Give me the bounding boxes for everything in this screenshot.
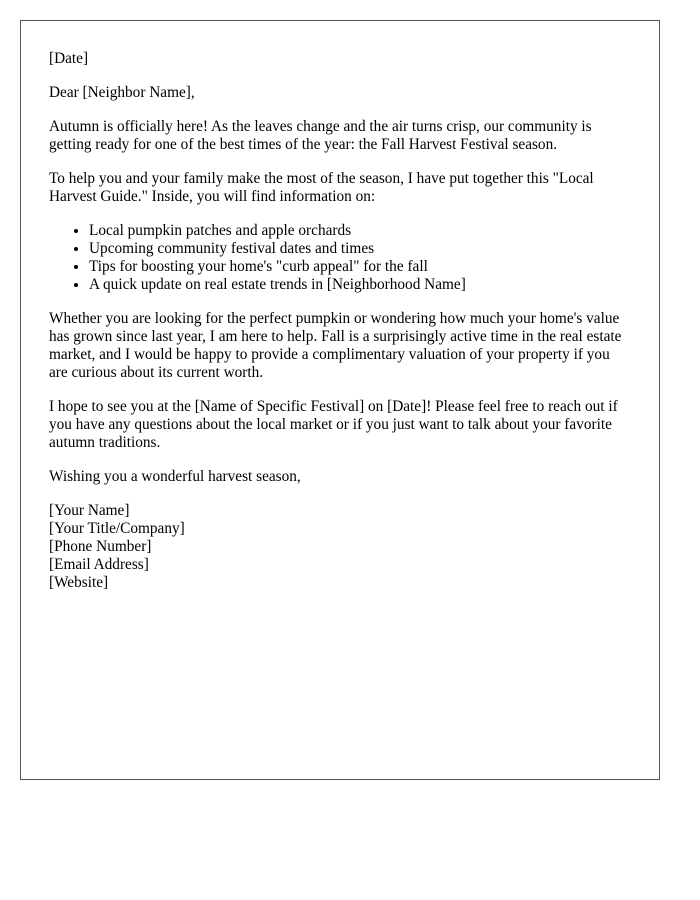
letter-paragraph-invite: I hope to see you at the [Name of Specific Festival] on [Date]! Please feel free to reach out if you have any questions about the local market or if you just want to talk about your favorite autumn traditions.	[49, 398, 618, 451]
list-item: • Local pumpkin patches and apple orchards	[89, 222, 631, 240]
letter-paragraph-guide: To help you and your family make the most of the season, I have put together this "Local Harvest Guide." Inside, you will find information on:	[49, 170, 594, 205]
letter-page	[20, 20, 660, 780]
signature-name: [Your Name]	[49, 502, 130, 519]
letter-salutation: Dear [Neighbor Name],	[49, 84, 195, 101]
letter-paragraph-offer: Whether you are looking for the perfect pumpkin or wondering how much your home's value has grown since last year, I am here to help. Fall is a surprisingly active time in the real estate market, and I would be happy to provide a complimentary valuation of your property if you are curious about its current worth.	[49, 310, 622, 381]
signature-website: [Website]	[49, 574, 109, 591]
list-item: • Upcoming community festival dates and times	[89, 240, 631, 258]
letter-paragraph-intro: Autumn is officially here! As the leaves change and the air turns crisp, our community is getting ready for one of the best times of the year: the Fall Harvest Festival season.	[49, 118, 592, 153]
letter-closing: Wishing you a wonderful harvest season,	[49, 468, 301, 485]
signature-block	[49, 502, 631, 592]
signature-email: [Email Address]	[49, 556, 149, 573]
signature-phone: [Phone Number]	[49, 538, 152, 555]
list-item: • A quick update on real estate trends in [Neighborhood Name]	[89, 276, 631, 294]
guide-topics-list	[49, 222, 631, 294]
letter-date: [Date]	[49, 50, 89, 67]
list-item: • Tips for boosting your home's "curb appeal" for the fall	[89, 258, 631, 276]
signature-title: [Your Title/Company]	[49, 520, 185, 537]
